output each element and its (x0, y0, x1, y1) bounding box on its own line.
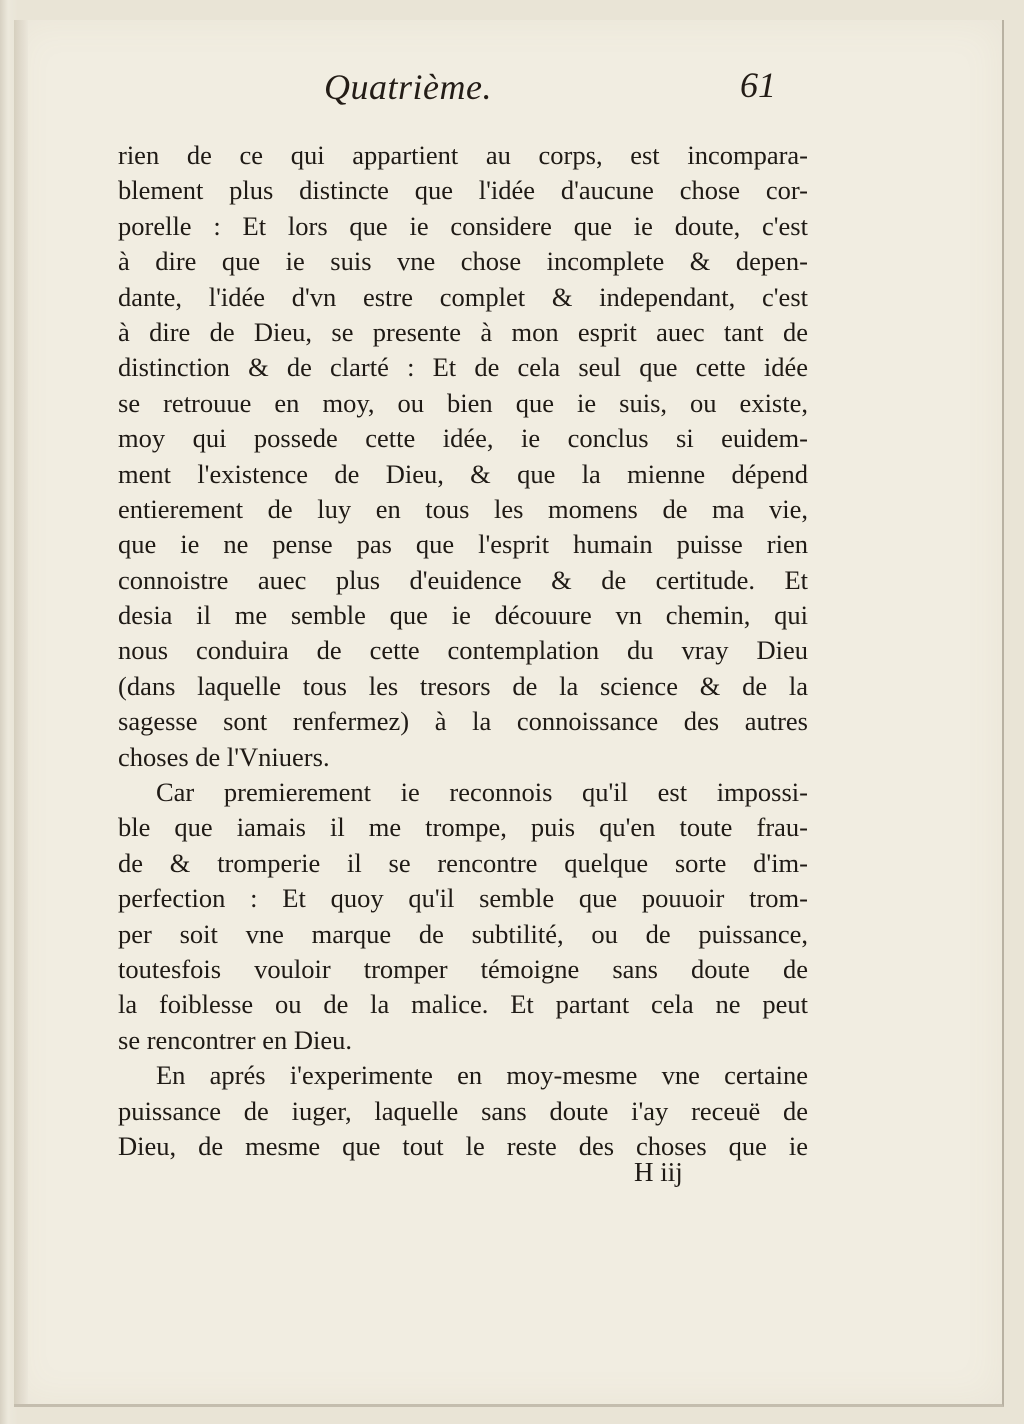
text-line: perfection : Et quoy qu'il semble que pouuoir trom- (118, 883, 808, 914)
text-line: moy qui possede cette idée, ie conclus si euidem- (118, 423, 808, 454)
text-line: se retrouue en moy, ou bien que ie suis, ou existe, (118, 387, 808, 418)
page-number: 61 (740, 65, 776, 105)
text-line: nous conduira de cette contemplation du vray Dieu (118, 635, 808, 666)
running-head: Quatrième. (324, 67, 492, 107)
text-line: sagesse sont renfermez) à la connoissance des autres (118, 706, 808, 737)
text-line: connoistre auec plus d'euidence & de certitude. Et (118, 564, 808, 595)
text-line: (dans laquelle tous les tresors de la science & de la (118, 670, 808, 701)
text-line: blement plus distincte que l'idée d'aucune chose cor- (118, 175, 808, 206)
text-line: porelle : Et lors que ie considere que ie doute, c'est (118, 210, 808, 241)
text-line: à dire que ie suis vne chose incomplete & depen- (118, 246, 808, 277)
text-line: puissance de iuger, laquelle sans doute i'ay receuë de (118, 1095, 808, 1126)
text-line: se rencontrer en Dieu. (118, 1024, 352, 1055)
text-line: distinction & de clarté : Et de cela seul que cette idée (118, 352, 808, 383)
text-line: ble que iamais il me trompe, puis qu'en toute frau- (118, 812, 808, 843)
text-line: la foiblesse ou de la malice. Et partant cela ne peut (118, 989, 808, 1020)
text-line: Dieu, de mesme que tout le reste des choses que ie (118, 1130, 808, 1161)
text-line: dante, l'idée d'vn estre complet & independant, c'est (118, 281, 808, 312)
text-line: Car premierement ie reconnois qu'il est impossi- (156, 777, 808, 808)
text-line: à dire de Dieu, se presente à mon esprit auec tant de (118, 316, 808, 347)
body-text (118, 138, 808, 1164)
text-line: desia il me semble que ie découure vn chemin, qui (118, 600, 808, 631)
text-line: En aprés i'experimente en moy-mesme vne certaine (156, 1060, 808, 1091)
text-line: entierement de luy en tous les momens de ma vie, (118, 493, 808, 524)
page-gutter-edge (14, 20, 28, 1404)
text-line: toutesfois vouloir tromper témoigne sans doute de (118, 953, 808, 984)
text-line: ment l'existence de Dieu, & que la mienne dépend (118, 458, 808, 489)
text-line: que ie ne pense pas que l'esprit humain puisse rien (118, 529, 808, 560)
text-line: per soit vne marque de subtilité, ou de puissance, (118, 918, 808, 949)
text-line: de & tromperie il se rencontre quelque sorte d'im- (118, 847, 808, 878)
text-line: rien de ce qui appartient au corps, est incompara- (118, 140, 808, 170)
signature-mark: H iij (634, 1157, 683, 1187)
text-line: choses de l'Vniuers. (118, 741, 330, 772)
